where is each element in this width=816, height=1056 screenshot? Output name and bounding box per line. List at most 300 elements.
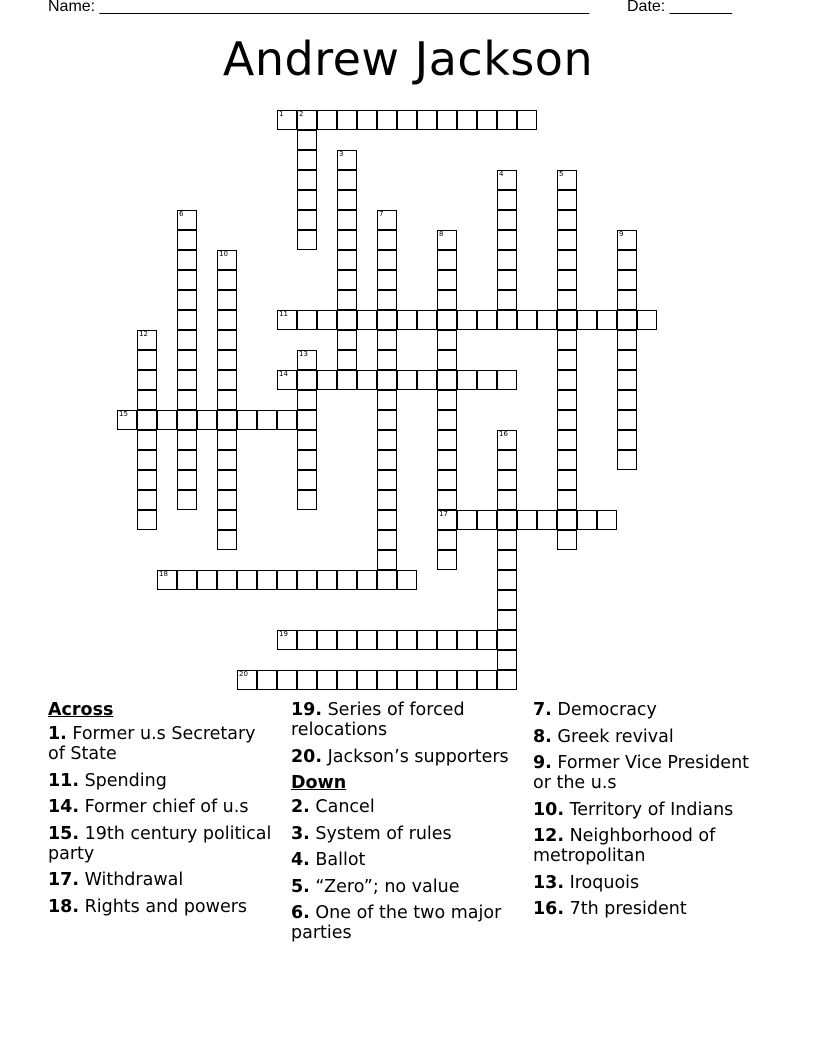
clue-number-label: 15. bbox=[48, 823, 80, 844]
crossword-cell[interactable] bbox=[297, 570, 317, 590]
crossword-cell[interactable] bbox=[337, 330, 357, 350]
crossword-cell[interactable] bbox=[457, 630, 477, 650]
crossword-cell[interactable] bbox=[217, 330, 237, 350]
crossword-cell[interactable] bbox=[497, 370, 517, 390]
crossword-cell[interactable] bbox=[297, 210, 317, 230]
crossword-cell[interactable] bbox=[497, 450, 517, 470]
crossword-cell[interactable] bbox=[217, 310, 237, 330]
crossword-cell[interactable] bbox=[297, 410, 317, 430]
crossword-cell[interactable] bbox=[277, 110, 297, 130]
crossword-cell[interactable] bbox=[617, 370, 637, 390]
crossword-cell[interactable] bbox=[137, 330, 157, 350]
crossword-cell[interactable] bbox=[557, 250, 577, 270]
crossword-cell[interactable] bbox=[497, 250, 517, 270]
crossword-cell[interactable] bbox=[437, 370, 457, 390]
clue-item bbox=[533, 800, 763, 820]
clue-number-label: 11. bbox=[48, 770, 80, 791]
crossword-cell[interactable] bbox=[177, 430, 197, 450]
crossword-cell[interactable] bbox=[557, 370, 577, 390]
crossword-cell[interactable] bbox=[377, 450, 397, 470]
crossword-cell[interactable] bbox=[437, 510, 457, 530]
crossword-cell[interactable] bbox=[377, 330, 397, 350]
crossword-cell[interactable] bbox=[497, 550, 517, 570]
crossword-cell[interactable] bbox=[137, 490, 157, 510]
clue-number: 3 bbox=[339, 150, 344, 158]
crossword-cell[interactable] bbox=[257, 670, 277, 690]
clue-number-label: 17. bbox=[48, 870, 80, 890]
crossword-cell[interactable] bbox=[617, 270, 637, 290]
crossword-cell[interactable] bbox=[437, 470, 457, 490]
clue-text: Former Vice President or the u.s bbox=[533, 753, 750, 793]
crossword-cell[interactable] bbox=[177, 350, 197, 370]
crossword-cell[interactable] bbox=[217, 390, 237, 410]
crossword-cell[interactable] bbox=[437, 110, 457, 130]
crossword-cell[interactable] bbox=[297, 350, 317, 370]
clues-column-1 bbox=[48, 700, 273, 923]
crossword-cell[interactable] bbox=[437, 290, 457, 310]
crossword-cell[interactable] bbox=[217, 350, 237, 370]
crossword-cell[interactable] bbox=[237, 410, 257, 430]
crossword-cell[interactable] bbox=[617, 330, 637, 350]
crossword-cell[interactable] bbox=[497, 650, 517, 670]
crossword-cell[interactable] bbox=[437, 530, 457, 550]
crossword-cell[interactable] bbox=[597, 510, 617, 530]
crossword-cell[interactable] bbox=[337, 370, 357, 390]
crossword-cell[interactable] bbox=[277, 410, 297, 430]
clue-text: One of the two major parties bbox=[291, 903, 502, 943]
crossword-cell[interactable] bbox=[357, 110, 377, 130]
crossword-cell[interactable] bbox=[577, 310, 597, 330]
crossword-cell[interactable] bbox=[377, 530, 397, 550]
clue-number-label: 10. bbox=[533, 799, 565, 820]
crossword-cell[interactable] bbox=[297, 130, 317, 150]
crossword-cell[interactable] bbox=[257, 410, 277, 430]
crossword-cell[interactable] bbox=[497, 430, 517, 450]
crossword-cell[interactable] bbox=[497, 630, 517, 650]
crossword-cell[interactable] bbox=[617, 250, 637, 270]
crossword-cell[interactable] bbox=[537, 510, 557, 530]
crossword-cell[interactable] bbox=[477, 310, 497, 330]
crossword-cell[interactable] bbox=[417, 670, 437, 690]
crossword-cell[interactable] bbox=[117, 410, 137, 430]
crossword-cell[interactable] bbox=[437, 310, 457, 330]
crossword-cell[interactable] bbox=[337, 270, 357, 290]
clue-number: 4 bbox=[499, 170, 504, 178]
crossword-cell[interactable] bbox=[317, 670, 337, 690]
clue-text: Spending bbox=[79, 770, 167, 791]
crossword-cell[interactable] bbox=[377, 270, 397, 290]
crossword-cell[interactable] bbox=[297, 490, 317, 510]
crossword-cell[interactable] bbox=[497, 170, 517, 190]
crossword-cell[interactable] bbox=[357, 370, 377, 390]
crossword-cell[interactable] bbox=[377, 410, 397, 430]
clues-column-2 bbox=[291, 700, 521, 950]
crossword-cell[interactable] bbox=[257, 570, 277, 590]
crossword-cell[interactable] bbox=[557, 450, 577, 470]
clue-item bbox=[533, 873, 763, 893]
crossword-cell[interactable] bbox=[497, 470, 517, 490]
clue-number: 7 bbox=[379, 210, 384, 218]
crossword-cell[interactable] bbox=[297, 110, 317, 130]
clue-item bbox=[533, 826, 763, 866]
crossword-cell[interactable] bbox=[557, 310, 577, 330]
crossword-cell[interactable] bbox=[437, 250, 457, 270]
clue-text: Cancel bbox=[309, 797, 375, 817]
crossword-cell[interactable] bbox=[177, 390, 197, 410]
clue-text: Territory of Indians bbox=[564, 799, 734, 820]
crossword-cell[interactable] bbox=[557, 430, 577, 450]
clue-number-label: 13. bbox=[533, 872, 565, 893]
crossword-cell[interactable] bbox=[337, 190, 357, 210]
clues-column-3 bbox=[533, 700, 763, 926]
crossword-cell[interactable] bbox=[497, 290, 517, 310]
crossword-cell[interactable] bbox=[277, 370, 297, 390]
crossword-cell[interactable] bbox=[437, 670, 457, 690]
crossword-cell[interactable] bbox=[297, 470, 317, 490]
crossword-cell[interactable] bbox=[177, 270, 197, 290]
crossword-cell[interactable] bbox=[597, 310, 617, 330]
crossword-cell[interactable] bbox=[137, 410, 157, 430]
crossword-cell[interactable] bbox=[557, 470, 577, 490]
crossword-cell[interactable] bbox=[377, 550, 397, 570]
crossword-cell[interactable] bbox=[497, 490, 517, 510]
clue-number-label: 3. bbox=[291, 823, 310, 844]
crossword-cell[interactable] bbox=[437, 410, 457, 430]
crossword-cell[interactable] bbox=[557, 390, 577, 410]
crossword-cell[interactable] bbox=[337, 170, 357, 190]
clue-item bbox=[291, 903, 521, 943]
crossword-cell[interactable] bbox=[397, 370, 417, 390]
crossword-cell[interactable] bbox=[217, 570, 237, 590]
crossword-cell[interactable] bbox=[177, 290, 197, 310]
crossword-cell[interactable] bbox=[317, 110, 337, 130]
crossword-cell[interactable] bbox=[137, 350, 157, 370]
crossword-cell[interactable] bbox=[297, 390, 317, 410]
crossword-cell[interactable] bbox=[157, 570, 177, 590]
crossword-cell[interactable] bbox=[237, 570, 257, 590]
crossword-cell[interactable] bbox=[437, 350, 457, 370]
crossword-cell[interactable] bbox=[337, 110, 357, 130]
crossword-cell[interactable] bbox=[617, 410, 637, 430]
crossword-cell[interactable] bbox=[177, 310, 197, 330]
clue-item bbox=[291, 850, 521, 870]
crossword-cell[interactable] bbox=[557, 510, 577, 530]
crossword-cell[interactable] bbox=[497, 570, 517, 590]
crossword-cell[interactable] bbox=[297, 670, 317, 690]
crossword-cell[interactable] bbox=[397, 570, 417, 590]
clue-item bbox=[48, 771, 273, 791]
crossword-cell[interactable] bbox=[377, 430, 397, 450]
crossword-cell[interactable] bbox=[177, 410, 197, 430]
crossword-cell[interactable] bbox=[457, 110, 477, 130]
crossword-cell[interactable] bbox=[497, 510, 517, 530]
crossword-cell[interactable] bbox=[617, 290, 637, 310]
crossword-cell[interactable] bbox=[217, 470, 237, 490]
clue-number: 14 bbox=[279, 370, 288, 378]
crossword-cell[interactable] bbox=[177, 330, 197, 350]
crossword-cell[interactable] bbox=[197, 570, 217, 590]
crossword-cell[interactable] bbox=[357, 630, 377, 650]
crossword-cell[interactable] bbox=[497, 190, 517, 210]
clue-number: 2 bbox=[299, 110, 304, 118]
crossword-cell[interactable] bbox=[297, 450, 317, 470]
clue-text: “Zero”; no value bbox=[309, 876, 460, 897]
crossword-cell[interactable] bbox=[377, 670, 397, 690]
crossword-cell[interactable] bbox=[337, 230, 357, 250]
crossword-cell[interactable] bbox=[497, 530, 517, 550]
crossword-cell[interactable] bbox=[377, 490, 397, 510]
crossword-cell[interactable] bbox=[277, 630, 297, 650]
crossword-cell[interactable] bbox=[397, 670, 417, 690]
crossword-cell[interactable] bbox=[617, 310, 637, 330]
page-title: Andrew Jackson bbox=[222, 32, 594, 86]
crossword-cell[interactable] bbox=[297, 430, 317, 450]
crossword-cell[interactable] bbox=[437, 330, 457, 350]
crossword-cell[interactable] bbox=[297, 630, 317, 650]
crossword-cell[interactable] bbox=[177, 250, 197, 270]
crossword-cell[interactable] bbox=[397, 310, 417, 330]
crossword-cell[interactable] bbox=[177, 450, 197, 470]
crossword-cell[interactable] bbox=[617, 350, 637, 370]
crossword-cell[interactable] bbox=[497, 670, 517, 690]
clue-section-heading: Across bbox=[48, 700, 114, 720]
crossword-cell[interactable] bbox=[497, 610, 517, 630]
crossword-cell[interactable] bbox=[397, 630, 417, 650]
clue-number-label: 20. bbox=[291, 746, 323, 767]
crossword-cell[interactable] bbox=[497, 210, 517, 230]
crossword-cell[interactable] bbox=[337, 210, 357, 230]
crossword-cell[interactable] bbox=[217, 530, 237, 550]
clue-number-label: 1. bbox=[48, 724, 67, 744]
crossword-cell[interactable] bbox=[297, 150, 317, 170]
crossword-cell[interactable] bbox=[317, 570, 337, 590]
crossword-cell[interactable] bbox=[557, 350, 577, 370]
clue-number: 13 bbox=[299, 350, 308, 358]
crossword-cell[interactable] bbox=[557, 410, 577, 430]
crossword-cell[interactable] bbox=[377, 470, 397, 490]
crossword-cell[interactable] bbox=[297, 370, 317, 390]
name-field-label: Name: _______________________________________________________ bbox=[48, 0, 589, 15]
crossword-cell[interactable] bbox=[177, 470, 197, 490]
crossword-cell[interactable] bbox=[337, 350, 357, 370]
crossword-cell[interactable] bbox=[437, 270, 457, 290]
crossword-cell[interactable] bbox=[497, 590, 517, 610]
clue-number-label: 7. bbox=[533, 700, 552, 720]
crossword-cell[interactable] bbox=[357, 310, 377, 330]
crossword-cell[interactable] bbox=[137, 450, 157, 470]
clue-item bbox=[48, 824, 273, 864]
crossword-cell[interactable] bbox=[357, 670, 377, 690]
clue-number: 9 bbox=[619, 230, 624, 238]
crossword-cell[interactable] bbox=[377, 290, 397, 310]
crossword-cell[interactable] bbox=[297, 230, 317, 250]
clue-item bbox=[533, 899, 763, 919]
crossword-cell[interactable] bbox=[437, 490, 457, 510]
crossword-cell[interactable] bbox=[177, 230, 197, 250]
crossword-cell[interactable] bbox=[297, 310, 317, 330]
crossword-cell[interactable] bbox=[277, 570, 297, 590]
clue-text: Former u.s Secretary of State bbox=[48, 724, 256, 764]
crossword-cell[interactable] bbox=[217, 430, 237, 450]
crossword-cell[interactable] bbox=[337, 250, 357, 270]
crossword-cell[interactable] bbox=[497, 270, 517, 290]
clue-number: 6 bbox=[179, 210, 184, 218]
crossword-cell[interactable] bbox=[137, 470, 157, 490]
clue-number: 12 bbox=[139, 330, 148, 338]
crossword-cell[interactable] bbox=[137, 510, 157, 530]
crossword-cell[interactable] bbox=[437, 230, 457, 250]
crossword-cell[interactable] bbox=[337, 670, 357, 690]
crossword-cell[interactable] bbox=[437, 390, 457, 410]
crossword-cell[interactable] bbox=[377, 570, 397, 590]
crossword-cell[interactable] bbox=[557, 530, 577, 550]
crossword-cell[interactable] bbox=[557, 490, 577, 510]
clue-item bbox=[291, 877, 521, 897]
clue-number: 8 bbox=[439, 230, 444, 238]
crossword-cell[interactable] bbox=[497, 230, 517, 250]
crossword-cell[interactable] bbox=[477, 110, 497, 130]
crossword-cell[interactable] bbox=[557, 290, 577, 310]
crossword-cell[interactable] bbox=[297, 190, 317, 210]
crossword-cell[interactable] bbox=[137, 390, 157, 410]
crossword-cell[interactable] bbox=[557, 330, 577, 350]
crossword-cell[interactable] bbox=[477, 510, 497, 530]
crossword-cell[interactable] bbox=[377, 310, 397, 330]
crossword-cell[interactable] bbox=[137, 430, 157, 450]
crossword-cell[interactable] bbox=[317, 630, 337, 650]
crossword-cell[interactable] bbox=[377, 510, 397, 530]
crossword-cell[interactable] bbox=[557, 190, 577, 210]
crossword-cell[interactable] bbox=[377, 110, 397, 130]
crossword-cell[interactable] bbox=[457, 370, 477, 390]
crossword-cell[interactable] bbox=[217, 290, 237, 310]
crossword-cell[interactable] bbox=[217, 450, 237, 470]
crossword-cell[interactable] bbox=[557, 230, 577, 250]
crossword-cell[interactable] bbox=[477, 670, 497, 690]
crossword-cell[interactable] bbox=[217, 510, 237, 530]
clue-text: Neighborhood of metropolitan bbox=[533, 826, 716, 866]
crossword-cell[interactable] bbox=[577, 510, 597, 530]
crossword-cell[interactable] bbox=[237, 670, 257, 690]
crossword-cell[interactable] bbox=[457, 670, 477, 690]
crossword-cell[interactable] bbox=[457, 310, 477, 330]
crossword-cell[interactable] bbox=[397, 110, 417, 130]
crossword-cell[interactable] bbox=[337, 570, 357, 590]
crossword-cell[interactable] bbox=[377, 350, 397, 370]
clue-text: System of rules bbox=[309, 823, 452, 844]
crossword-cell[interactable] bbox=[377, 210, 397, 230]
crossword-cell[interactable] bbox=[337, 150, 357, 170]
crossword-cell[interactable] bbox=[617, 450, 637, 470]
clue-item bbox=[291, 747, 521, 767]
crossword-cell[interactable] bbox=[277, 310, 297, 330]
clue-item bbox=[533, 700, 763, 720]
crossword-cell[interactable] bbox=[357, 570, 377, 590]
crossword-cell[interactable] bbox=[177, 490, 197, 510]
crossword-cell[interactable] bbox=[377, 390, 397, 410]
clue-number-label: 8. bbox=[533, 726, 552, 747]
clue-number: 17 bbox=[439, 510, 448, 518]
crossword-cell[interactable] bbox=[617, 390, 637, 410]
crossword-cell[interactable] bbox=[537, 310, 557, 330]
crossword-cell[interactable] bbox=[497, 110, 517, 130]
crossword-cell[interactable] bbox=[337, 630, 357, 650]
crossword-cell[interactable] bbox=[437, 550, 457, 570]
crossword-cell[interactable] bbox=[137, 370, 157, 390]
crossword-cell[interactable] bbox=[337, 290, 357, 310]
crossword-cell[interactable] bbox=[377, 250, 397, 270]
crossword-cell[interactable] bbox=[177, 210, 197, 230]
crossword-cell[interactable] bbox=[377, 370, 397, 390]
crossword-cell[interactable] bbox=[417, 310, 437, 330]
crossword-cell[interactable] bbox=[517, 510, 537, 530]
crossword-cell[interactable] bbox=[477, 630, 497, 650]
crossword-cell[interactable] bbox=[177, 370, 197, 390]
clue-item bbox=[291, 824, 521, 844]
clue-number-label: 18. bbox=[48, 896, 80, 917]
crossword-cell[interactable] bbox=[417, 370, 437, 390]
clue-number: 15 bbox=[119, 410, 128, 418]
crossword-cell[interactable] bbox=[437, 450, 457, 470]
clue-text: Greek revival bbox=[551, 726, 674, 747]
crossword-cell[interactable] bbox=[617, 230, 637, 250]
crossword-cell[interactable] bbox=[297, 170, 317, 190]
crossword-cell[interactable] bbox=[617, 430, 637, 450]
clue-text: Ballot bbox=[309, 850, 366, 870]
clue-number: 16 bbox=[499, 430, 508, 438]
crossword-cell[interactable] bbox=[217, 250, 237, 270]
crossword-cell[interactable] bbox=[417, 630, 437, 650]
crossword-cell[interactable] bbox=[177, 570, 197, 590]
crossword-cell[interactable] bbox=[197, 410, 217, 430]
crossword-cell[interactable] bbox=[377, 630, 397, 650]
crossword-cell[interactable] bbox=[457, 510, 477, 530]
crossword-cell[interactable] bbox=[317, 310, 337, 330]
clue-number-label: 5. bbox=[291, 876, 310, 897]
crossword-cell[interactable] bbox=[157, 410, 177, 430]
crossword-cell[interactable] bbox=[337, 310, 357, 330]
crossword-cell[interactable] bbox=[317, 370, 337, 390]
crossword-cell[interactable] bbox=[517, 110, 537, 130]
crossword-cell[interactable] bbox=[377, 230, 397, 250]
clue-number: 18 bbox=[159, 570, 168, 578]
crossword-cell[interactable] bbox=[417, 110, 437, 130]
clue-number-label: 14. bbox=[48, 797, 80, 817]
clue-section-heading: Down bbox=[291, 773, 347, 793]
clue-number-label: 4. bbox=[291, 850, 310, 870]
crossword-cell[interactable] bbox=[557, 170, 577, 190]
crossword-cell[interactable] bbox=[557, 270, 577, 290]
clue-number-label: 2. bbox=[291, 797, 310, 817]
clue-item bbox=[48, 724, 273, 764]
crossword-cell[interactable] bbox=[497, 310, 517, 330]
crossword-cell[interactable] bbox=[517, 310, 537, 330]
crossword-cell[interactable] bbox=[477, 370, 497, 390]
crossword-cell[interactable] bbox=[637, 310, 657, 330]
clue-item bbox=[48, 897, 273, 917]
crossword-cell[interactable] bbox=[217, 270, 237, 290]
crossword-cell[interactable] bbox=[437, 430, 457, 450]
crossword-cell[interactable] bbox=[557, 210, 577, 230]
crossword-cell[interactable] bbox=[437, 630, 457, 650]
crossword-cell[interactable] bbox=[277, 670, 297, 690]
clue-item bbox=[533, 753, 763, 793]
clue-number-label: 6. bbox=[291, 903, 310, 923]
crossword-cell[interactable] bbox=[217, 370, 237, 390]
crossword-cell[interactable] bbox=[217, 490, 237, 510]
clue-text: Jackson’s supporters bbox=[322, 746, 509, 767]
crossword-cell[interactable] bbox=[217, 410, 237, 430]
